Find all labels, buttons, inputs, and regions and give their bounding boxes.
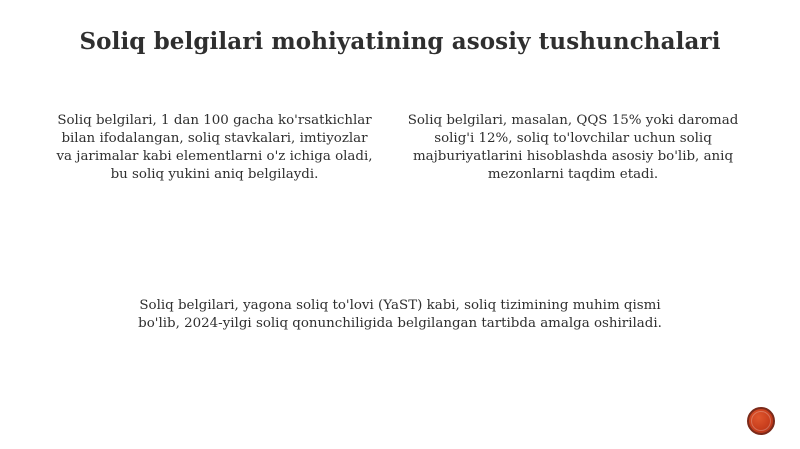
circle-nav-icon	[751, 411, 771, 431]
slide-title: Soliq belgilari mohiyatining asosiy tushunchalari	[79, 28, 721, 55]
paragraph-right: Soliq belgilari, masalan, QQS 15% yoki daromad solig'i 12%, soliq to'lovchilar uchun soliq majburiyatlarini hisoblashda asosiy bo'lib, aniq mezonlarni taqdim etadi.	[407, 113, 739, 182]
slide-nav-button[interactable]	[747, 407, 775, 435]
paragraph-bottom: Soliq belgilari, yagona soliq to'lovi (YaST) kabi, soliq tizimining muhim qismi bo'lib, 2024-yilgi soliq qonunchiligida belgilangan tartibda amalga oshiriladi.	[138, 298, 662, 331]
paragraph-left: Soliq belgilari, 1 dan 100 gacha ko'rsatkichlar bilan ifodalangan, soliq stavkalari, imtiyozlar va jarimalar kabi elementlarni o'z ichiga oladi, bu soliq yukini aniq belgilaydi.	[56, 113, 373, 182]
